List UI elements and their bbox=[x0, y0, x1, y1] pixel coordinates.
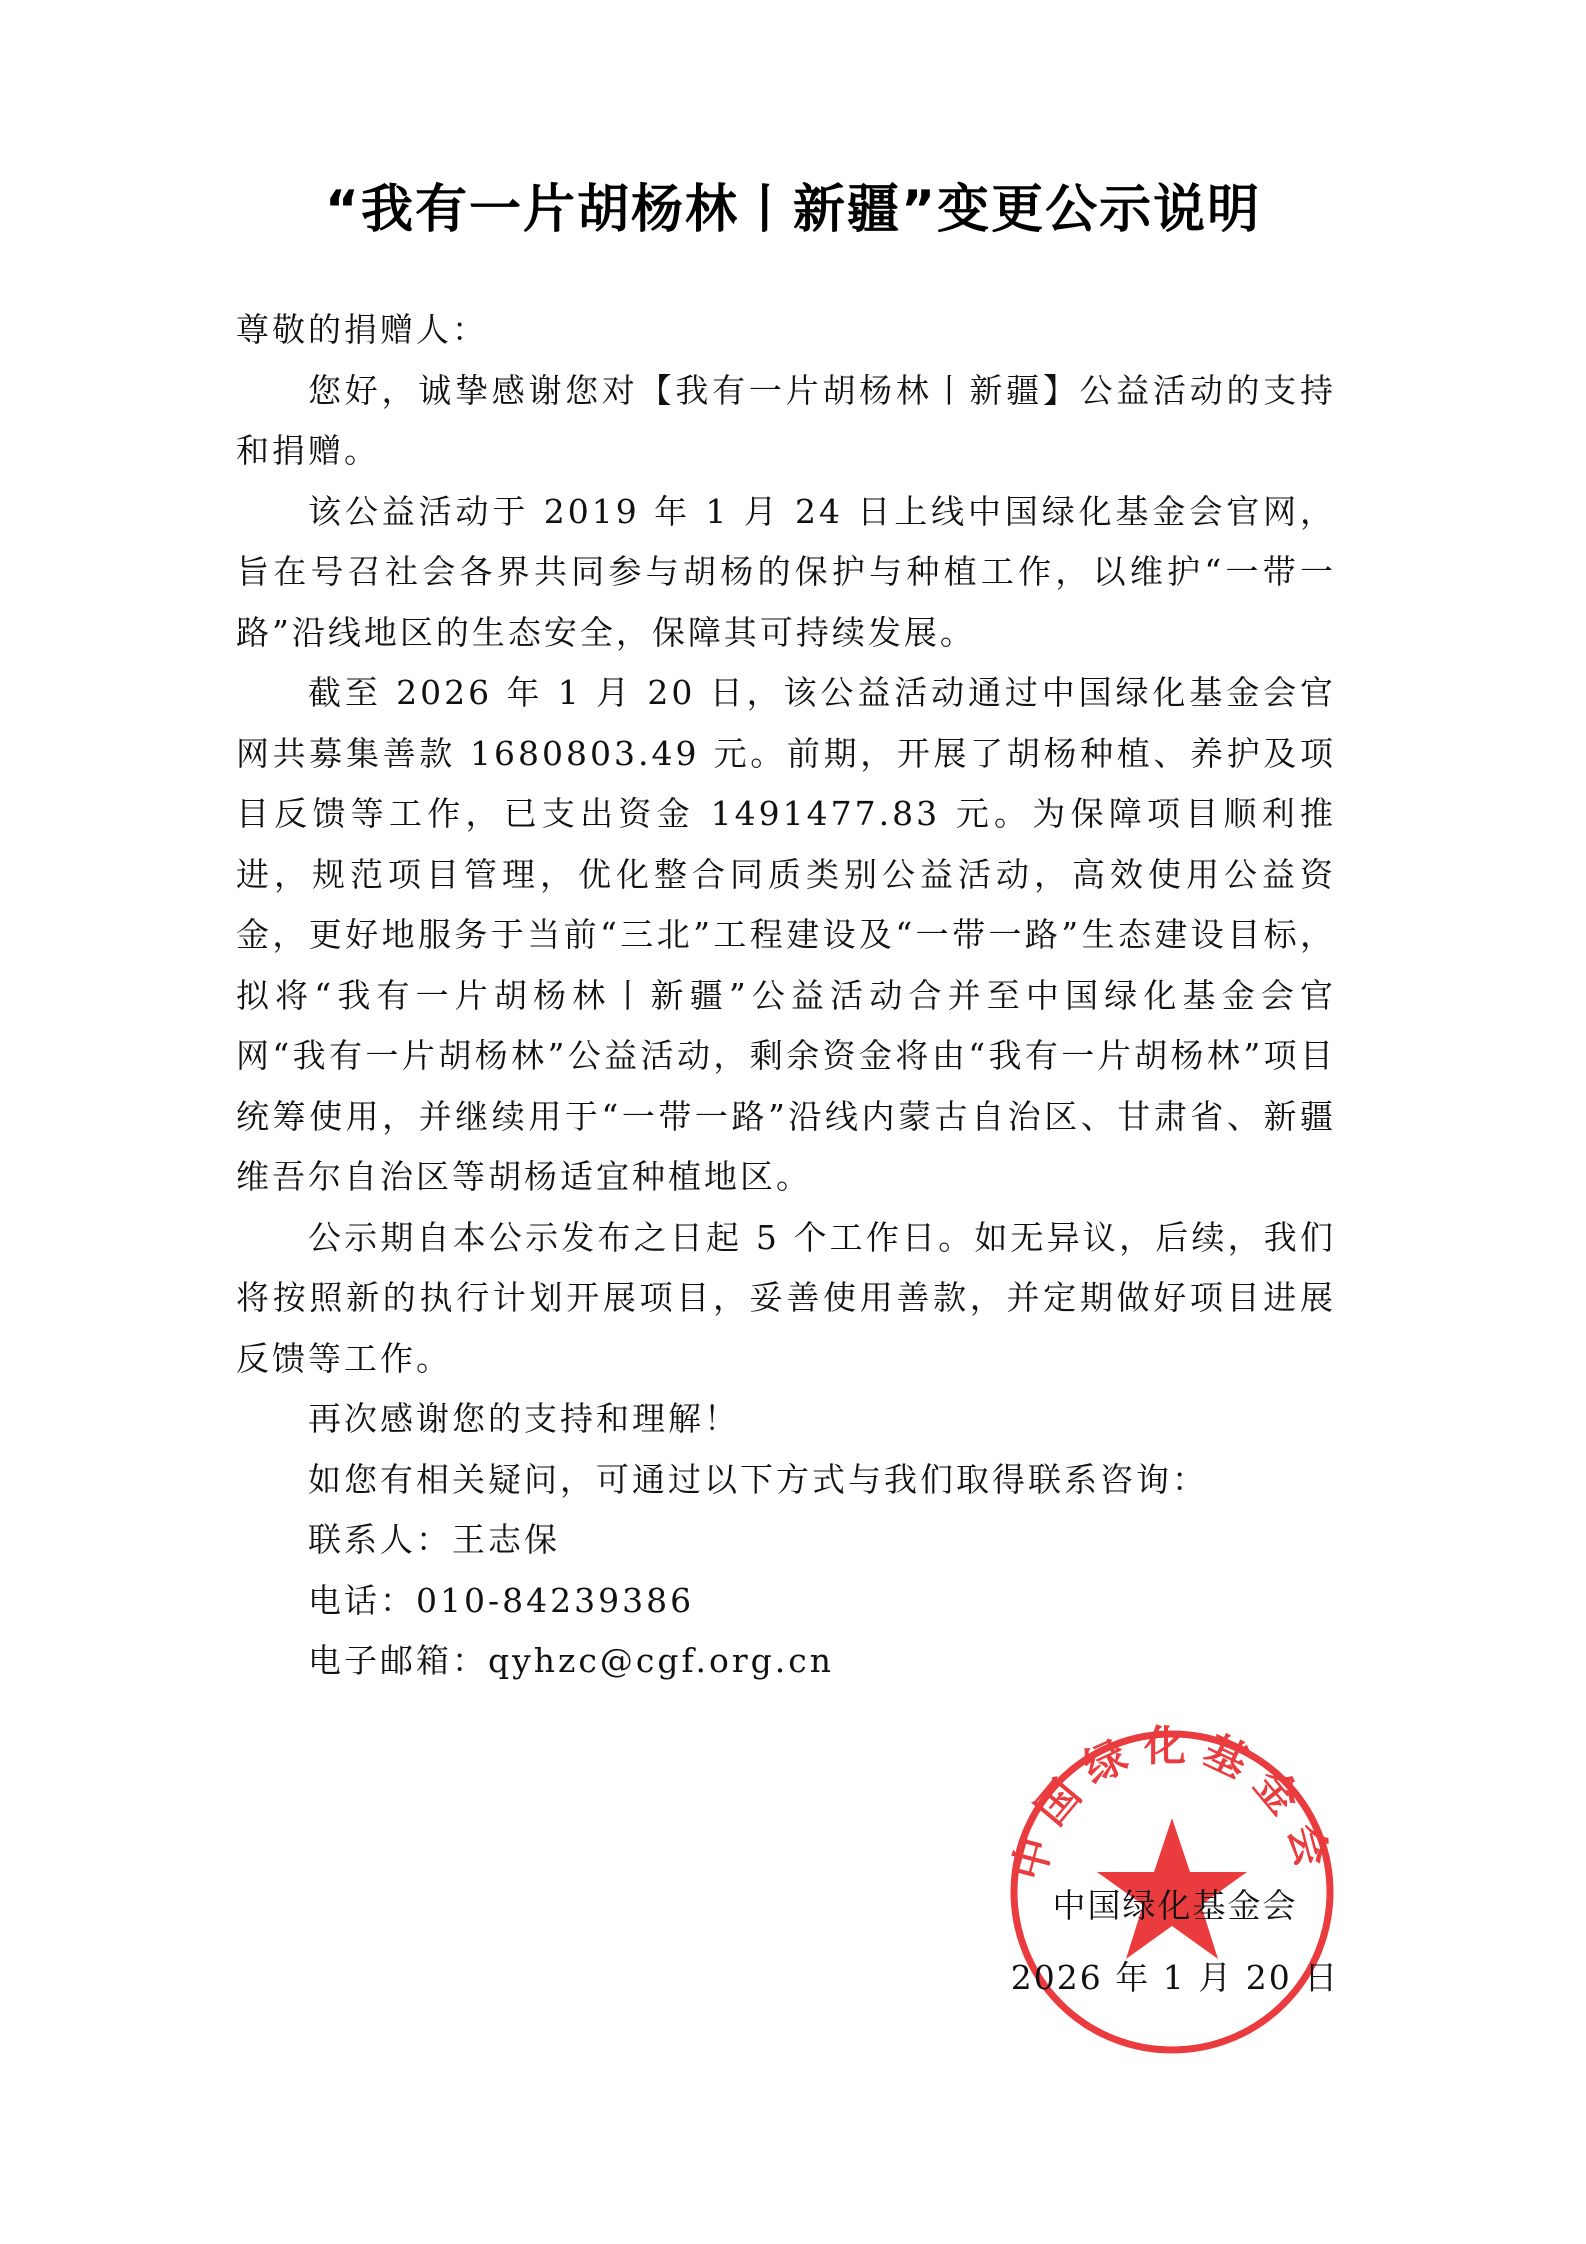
document-body bbox=[236, 300, 1336, 1692]
signature-block bbox=[1010, 1870, 1340, 2014]
salutation: 尊敬的捐赠人： bbox=[236, 310, 488, 349]
document-title: “我有一片胡杨林丨新疆”变更公示说明 bbox=[324, 180, 1262, 240]
paragraph-background: 该公益活动于 2019 年 1 月 24 日上线中国绿化基金会官网，旨在号召社会各界共同参与胡杨的保护与种植工作，以维护“一带一路”沿线地区的生态安全，保障其可持续发展。 bbox=[236, 491, 1336, 652]
contact-intro: 如您有相关疑问，可通过以下方式与我们取得联系咨询： bbox=[308, 1459, 1208, 1499]
contact-person-name: 王志保 bbox=[452, 1520, 560, 1559]
paragraph-notice-period: 公示期自本公示发布之日起 5 个工作日。如无异议，后续，我们将按照新的执行计划开展项目，妥善使用善款，并定期做好项目进展反馈等工作。 bbox=[236, 1217, 1336, 1378]
seal-text: 中国绿化基金会 bbox=[1003, 1722, 1341, 1886]
contact-phone-label: 电话： bbox=[308, 1580, 416, 1620]
signature-date: 2026 年 1 月 20 日 bbox=[1010, 1958, 1340, 1997]
signature-organization: 中国绿化基金会 bbox=[1052, 1886, 1298, 1925]
contact-email-line bbox=[236, 1631, 1336, 1692]
contact-email-label: 电子邮箱： bbox=[308, 1641, 488, 1680]
contact-person-line bbox=[236, 1510, 1336, 1571]
paragraph-greeting: 您好，诚挚感谢您对【我有一片胡杨林丨新疆】公益活动的支持和捐赠。 bbox=[236, 370, 1336, 470]
contact-phone-line bbox=[236, 1571, 1336, 1632]
contact-email-address[interactable]: qyhzc@cgf.org.cn bbox=[488, 1641, 835, 1680]
contact-phone-number[interactable]: 010-84239386 bbox=[416, 1580, 695, 1620]
thanks-line: 再次感谢您的支持和理解！ bbox=[308, 1399, 740, 1438]
contact-person-label: 联系人： bbox=[308, 1520, 452, 1559]
paragraph-funds-and-change: 截至 2026 年 1 月 20 日，该公益活动通过中国绿化基金会官网共募集善款 1680803.49 元。前期，开展了胡杨种植、养护及项目反馈等工作，已支出资金 1491477.83 元。为保障项目顺利推进，规范项目管理，优化整合同质类别公益活动，高效使用公益资金，更好地服务于当前“三北”工程建设及“一带一路”生态建设目标，拟将“我有一片胡杨林丨新疆”公益活动合并至中国绿化基金会官网“我有一片胡杨林”公益活动，剩余资金将由“我有一片胡杨林”项目统筹使用，并继续用于“一带一路”沿线内蒙古自治区、甘肃省、新疆维吾尔自治区等胡杨适宜种植地区。 bbox=[236, 673, 1336, 1196]
